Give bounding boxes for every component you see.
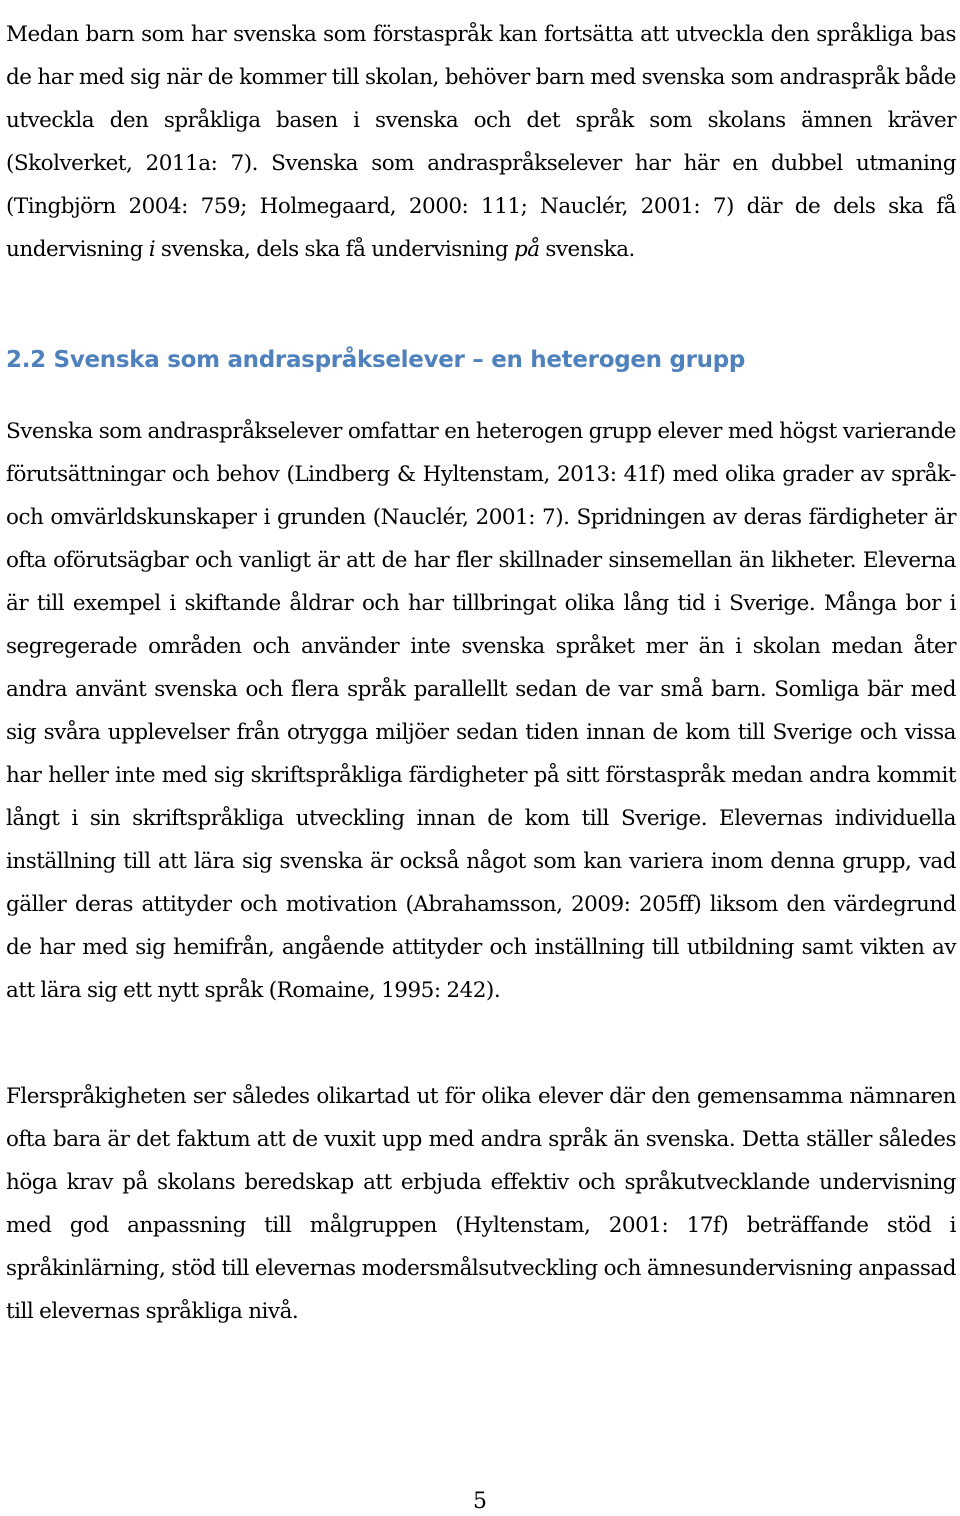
paragraph-1-text-c: svenska. (539, 237, 635, 262)
paragraph-1-text-a: Medan barn som har svenska som förstaspråk kan fortsätta att utveckla den språkliga bas de har med sig när de kommer till skolan, behöver barn med svenska som andraspråk både utveckla den språkliga basen i svenska och det språk som skolans ämnen kräver (Skolverket, 2011a: 7). Svenska som andraspråkselever har här en dubbel utmaning (Tingbjörn 2004: 759; Holmegaard, 2000: 111; Nauclér, 2001: 7) där de dels ska få undervisning (6, 22, 956, 262)
paragraph-1-italic-pa: på (513, 237, 540, 262)
section-heading: 2.2 Svenska som andraspråkselever – en heterogen grupp (6, 347, 746, 373)
paragraph-1-italic-i: i (148, 237, 156, 262)
paragraph-3: Flerspråkigheten ser således olikartad ut för olika elever där den gemensamma nämnaren ofta bara är det faktum att de vuxit upp med andra språk än svenska. Detta ställer således höga krav på skolans beredskap att erbjuda effektiv och språkutvecklande undervisning med god anpassning till målgruppen (Hyltenstam, 2001: 17f) beträffande stöd i språkinlärning, stöd till elevernas modersmålsutveckling och ämnesundervisning anpassad till elevernas språkliga nivå. (6, 1084, 956, 1324)
page-number: 5 (473, 1489, 487, 1514)
paragraph-1 (6, 13, 956, 271)
paragraph-1-text-b: svenska, dels ska få undervisning (155, 237, 514, 262)
paragraph-2: Svenska som andraspråkselever omfattar en heterogen grupp elever med högst varierande förutsättningar och behov (Lindberg & Hyltenstam, 2013: 41f) med olika grader av språk- och omvärldskunskaper i grunden (Nauclér, 2001: 7). Spridningen av deras färdigheter är ofta oförutsägbar och vanligt är att de har fler skillnader sinsemellan än likheter. Eleverna är till exempel i skiftande åldrar och har tillbringat olika lång tid i Sverige. Många bor i segregerade områden och använder inte svenska språket mer än i skolan medan åter andra använt svenska och flera språk parallellt sedan de var små barn. Somliga bär med sig svåra upplevelser från otrygga miljöer sedan tiden innan de kom till Sverige och vissa har heller inte med sig skriftspråkliga färdigheter på sitt förstaspråk medan andra kommit långt i sin skriftspråkliga utveckling innan de kom till Sverige. Elevernas individuella inställning till att lära sig svenska är också något som kan variera inom denna grupp, vad gäller deras attityder och motivation (Abrahamsson, 2009: 205ff) liksom den värdegrund de har med sig hemifrån, angående attityder och inställning till utbildning samt vikten av att lära sig ett nytt språk (Romaine, 1995: 242). (6, 419, 956, 1003)
